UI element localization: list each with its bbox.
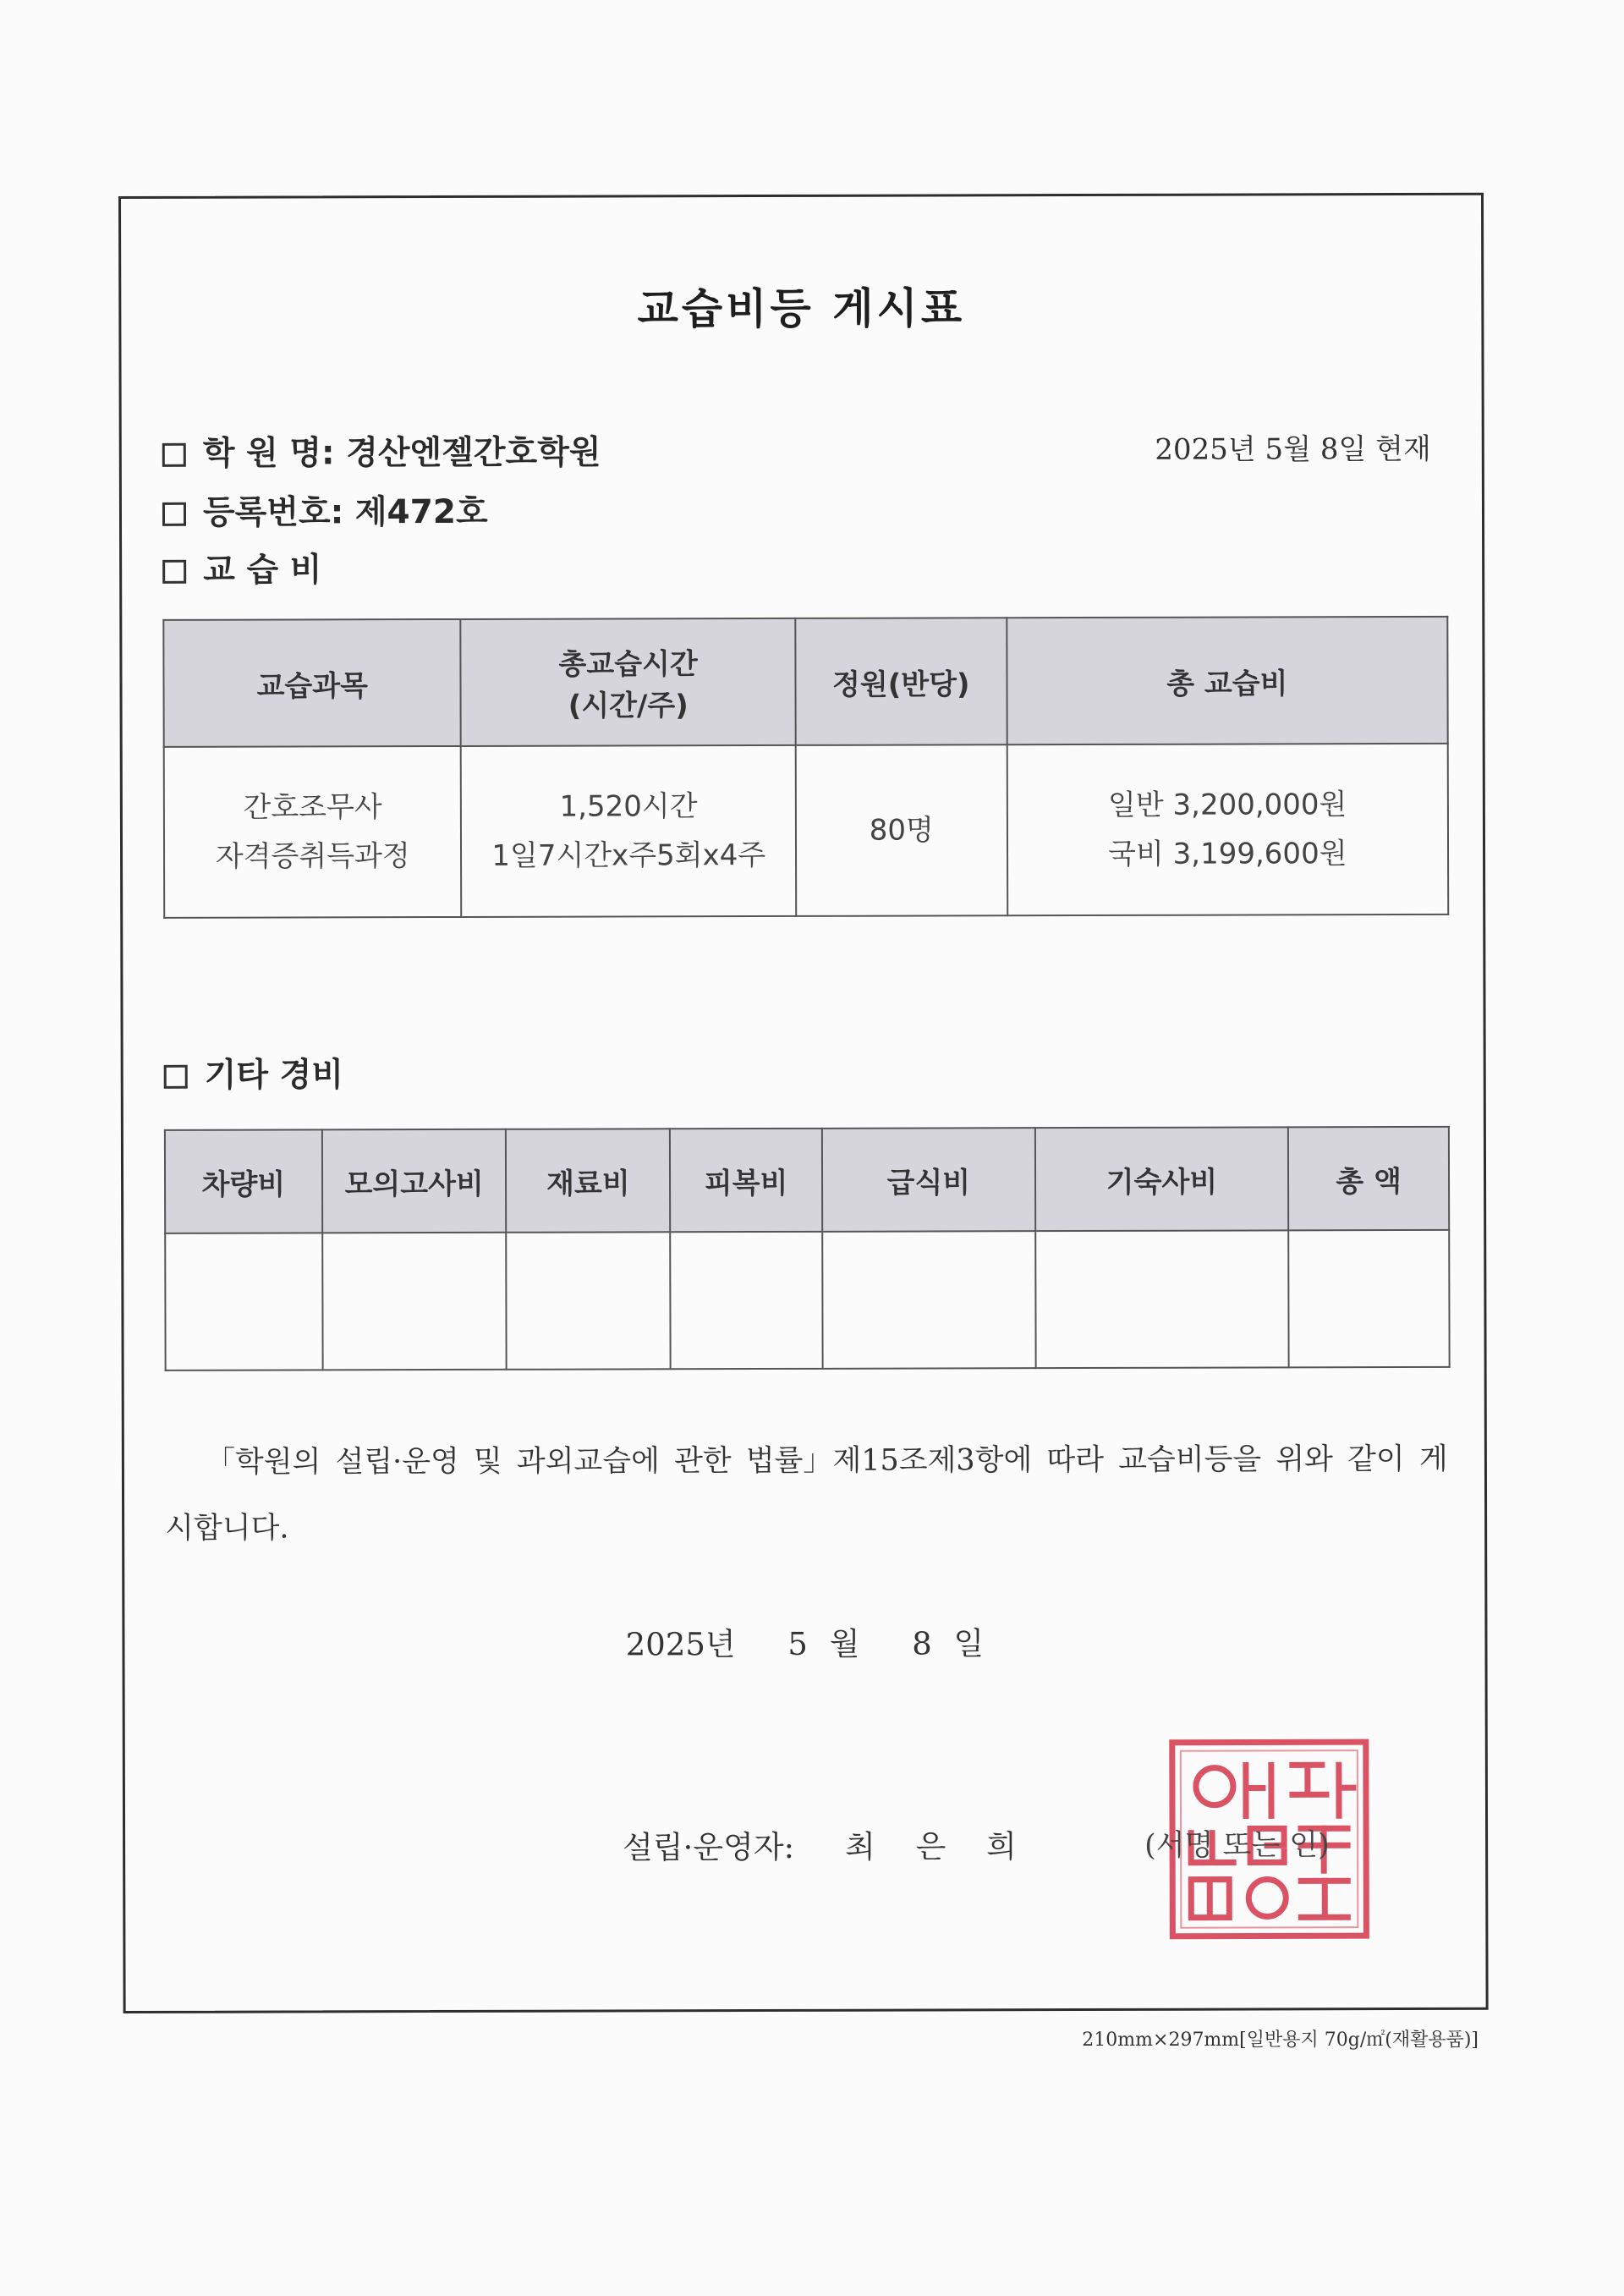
registration-label: 등록번호: (202, 493, 344, 532)
checkbox-square-icon (162, 503, 186, 526)
cell-dormitory (1035, 1230, 1289, 1368)
registration-line (162, 486, 488, 534)
academy-name-value: 경산엔젤간호학원 (346, 433, 601, 473)
law-statement: 「학원의 설립·운영 및 과외교습에 관한 법률」제15조제3항에 따라 교습비등을 위와 같이 게시합니다. (165, 1442, 1448, 1546)
other-expenses-table (164, 1126, 1451, 1371)
cell-subject (164, 746, 462, 918)
cell-meals (822, 1231, 1035, 1369)
other-heading: 기타 경비 (204, 1056, 344, 1095)
academy-name-label: 학 원 명: (202, 434, 335, 473)
cell-total-amount (1288, 1230, 1449, 1367)
paper-spec-note: 210mm×297mm[일반용지 70g/㎡(재활용품)] (1082, 2030, 1479, 2051)
other-header-row (165, 1127, 1449, 1233)
header-hours-line1: 총교습시간 (558, 647, 698, 682)
cell-mock-exam (322, 1233, 507, 1370)
header-total-amount: 총 액 (1288, 1127, 1449, 1230)
checkbox-square-icon (162, 443, 186, 467)
checkbox-square-icon (164, 1065, 188, 1089)
header-uniform: 피복비 (670, 1129, 822, 1232)
header-total-fee: 총 교습비 (1007, 617, 1448, 744)
cell-hours (461, 745, 796, 917)
document-frame (118, 193, 1489, 2013)
signer-label: 설립·운영자: (623, 1828, 795, 1866)
cell-fee (1007, 744, 1448, 915)
sign-date-month: 5 월 (787, 1625, 860, 1662)
cell-capacity: 80명 (796, 744, 1007, 916)
checkbox-square-icon (162, 560, 186, 584)
cell-vehicle (165, 1233, 322, 1370)
header-meals: 급식비 (822, 1128, 1035, 1232)
other-heading-line (164, 1048, 343, 1096)
signer-line (623, 1821, 1032, 1867)
hours-line1: 1,520시간 (559, 789, 698, 824)
sign-date-year: 2025년 (625, 1626, 736, 1663)
header-subject: 교습과목 (163, 619, 461, 747)
fee-line2: 국비 3,199,600원 (1108, 837, 1347, 871)
header-materials: 재료비 (506, 1129, 670, 1233)
tuition-heading: 교 습 비 (203, 551, 322, 590)
as-of-date: 2025년 5월 8일 현재 (1155, 431, 1431, 467)
tuition-header-row (163, 617, 1447, 747)
fee-line1: 일반 3,200,000원 (1107, 788, 1347, 822)
signature-note: (서명 또는 인) (1144, 1828, 1330, 1863)
header-hours-line2: (시간/주) (568, 689, 689, 723)
other-empty-row (165, 1230, 1449, 1370)
registration-value: 제472호 (354, 492, 488, 532)
tuition-row (164, 744, 1449, 918)
sign-date-day: 8 일 (912, 1625, 985, 1662)
hours-line2: 1일7시간x주5회x4주 (491, 838, 766, 873)
subject-line2: 자격증취득과정 (215, 839, 410, 874)
academy-name-line (162, 426, 601, 475)
cell-uniform (670, 1232, 822, 1369)
subject-line1: 간호조무사 (243, 790, 382, 825)
tuition-heading-line (162, 543, 321, 590)
tuition-table (162, 616, 1449, 919)
header-capacity: 정원(반당) (795, 618, 1007, 745)
header-dormitory: 기숙사비 (1035, 1127, 1289, 1231)
header-mock-exam: 모의고사비 (322, 1129, 507, 1233)
cell-materials (507, 1232, 671, 1370)
header-vehicle: 차량비 (165, 1129, 322, 1233)
signer-name: 최 은 희 (844, 1828, 1032, 1865)
sign-date (124, 1617, 1484, 1666)
document-title: 교습비등 게시표 (637, 283, 966, 334)
header-total-hours (461, 618, 796, 746)
